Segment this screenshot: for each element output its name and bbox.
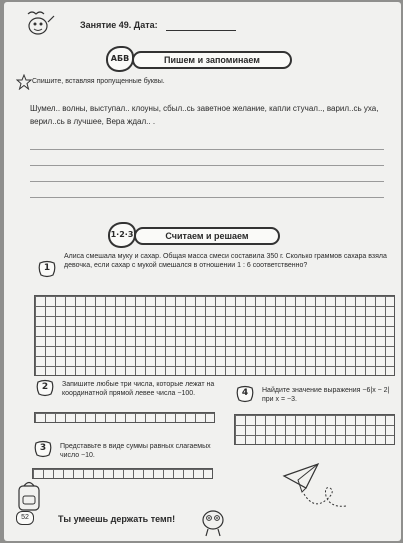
writing-line (30, 165, 384, 166)
answer-grid[interactable] (34, 295, 395, 376)
writing-line (30, 197, 384, 198)
task-number-badge: 1 (38, 260, 56, 278)
footer-motto: Ты умеешь держать темп! (58, 514, 176, 524)
exercise-instruction: Спишите, вставляя пропущенные буквы. (32, 78, 165, 85)
section-title: Считаем и решаем (134, 227, 280, 245)
task-text: Найдите значение выражения −6|x − 2| при x = −3. (262, 387, 390, 403)
task-number-badge: 4 (236, 385, 254, 403)
task-text: Представьте в виде суммы равных слагаемых число −10. (60, 443, 211, 459)
paper-plane-icon (280, 462, 350, 514)
abc-badge-icon: АБВ (106, 46, 134, 72)
star-icon (16, 74, 32, 90)
page-number: 52 (16, 511, 34, 525)
exercise-text: Шумел.. волны, выступал.. клоуны, сбыл..сь заветное желание, капли стучал.., варил..сь уха, верил..сь в лучшее, Вера ждал.. . (30, 104, 379, 126)
task-number-badge: 2 (36, 379, 54, 397)
task-text: Запишите любые три числа, которые лежат на координатной прямой левее числа −100. (62, 381, 215, 397)
section-banner-count (102, 224, 302, 250)
answer-grid[interactable] (32, 468, 213, 479)
mascot-icon (22, 8, 56, 40)
lesson-title: Занятие 49. Дата: (80, 20, 158, 30)
task-text: Алиса смешала муку и сахар. Общая масса смеси составила 350 г. Сколько граммов сахара взяла девочка, если сахар с мукой смешался в отношении 1 : 6 соответственно? (64, 253, 387, 269)
section-banner-write (100, 48, 300, 74)
numbers-badge-icon: 1·2·3 (108, 222, 136, 248)
mascot-footer-icon (198, 504, 228, 538)
answer-grid[interactable] (34, 412, 215, 423)
date-line (166, 30, 236, 31)
backpack-icon (12, 478, 46, 512)
answer-grid[interactable] (234, 414, 395, 445)
section-title: Пишем и запоминаем (132, 51, 292, 69)
writing-line (30, 181, 384, 182)
writing-line (30, 149, 384, 150)
task-number-badge: 3 (34, 440, 52, 458)
workbook-page (4, 2, 401, 541)
page-header (18, 8, 268, 40)
